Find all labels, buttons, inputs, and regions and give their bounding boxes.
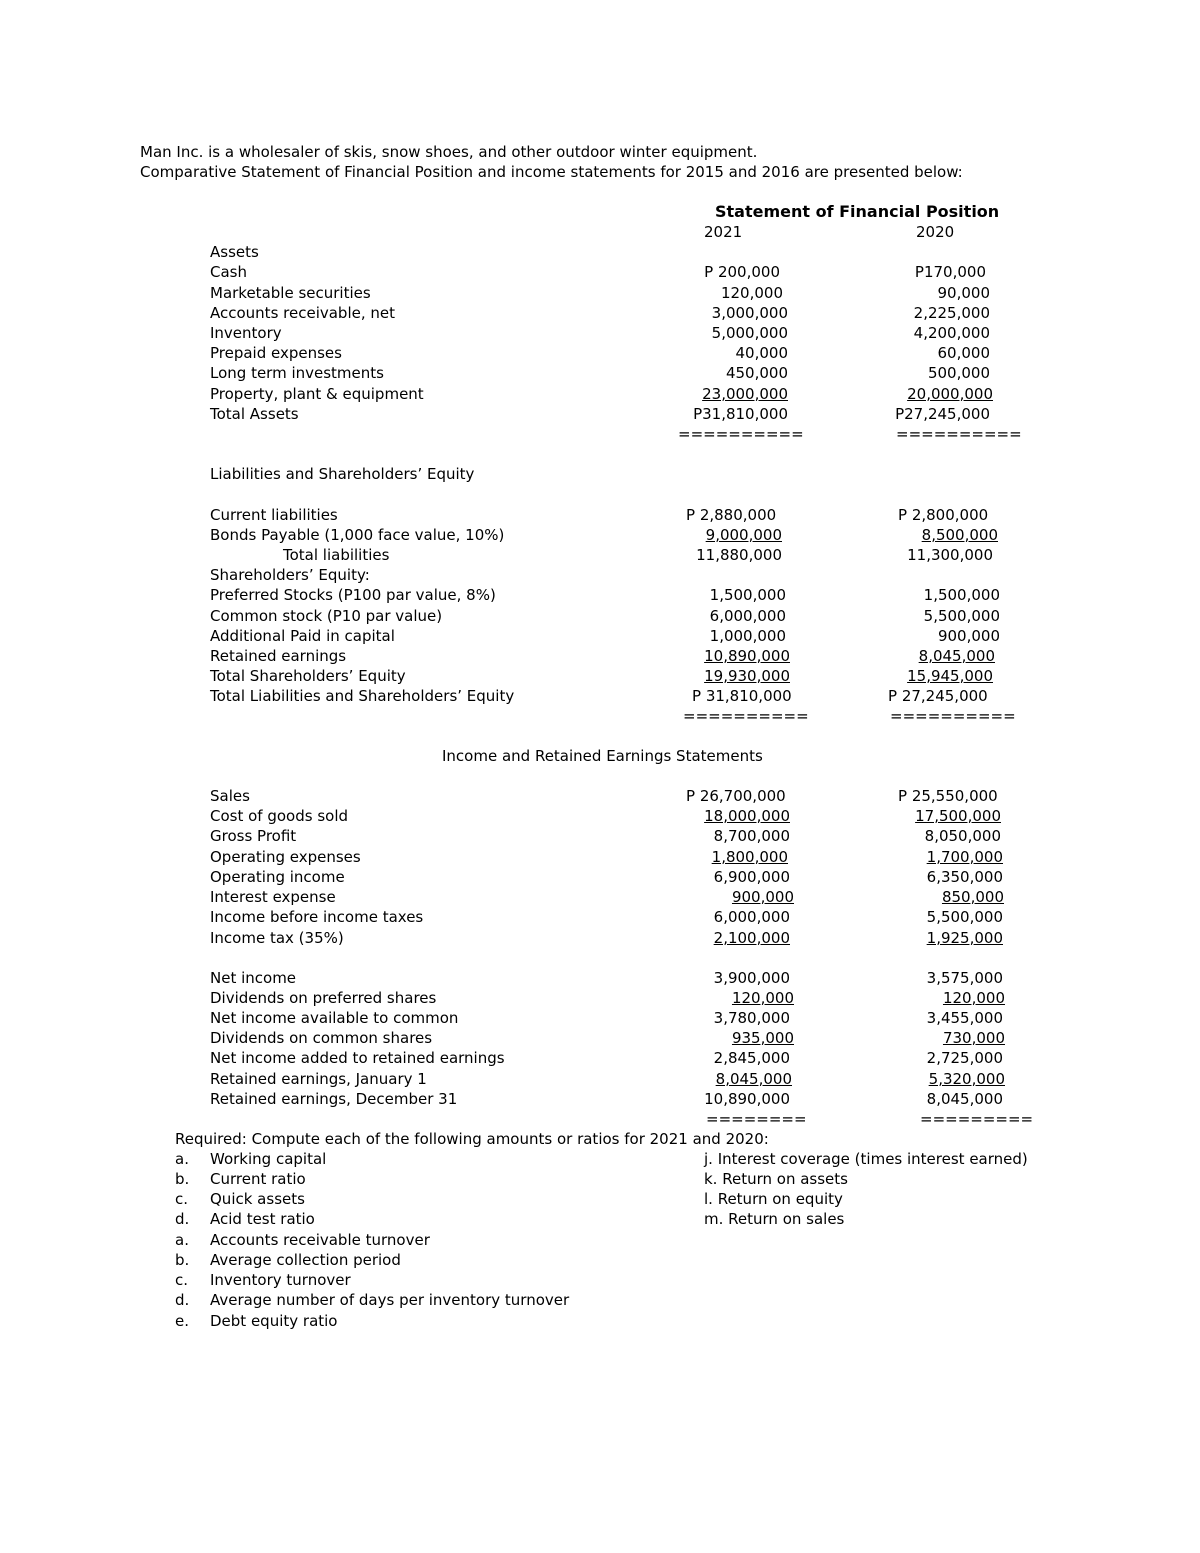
- income-value-2020: 850,000: [941, 888, 1004, 906]
- list-letter: c.: [175, 1271, 189, 1289]
- intro-line-1: Man Inc. is a wholesaler of skis, snow shoes, and other outdoor winter equipment.: [140, 143, 758, 161]
- equity-value-2021: 1,500,000: [709, 586, 786, 604]
- asset-label: Prepaid expenses: [210, 344, 342, 362]
- asset-value-2020: 90,000: [937, 284, 990, 302]
- list-letter: c.: [175, 1190, 189, 1208]
- equity-value-2021: 19,930,000: [704, 667, 790, 685]
- double-rule: ==========: [683, 707, 809, 725]
- asset-value-2020: 4,200,000: [913, 324, 990, 342]
- total-liab-equity-2020: P 27,245,000: [888, 687, 988, 705]
- liability-value-2021: 9,000,000: [705, 526, 782, 544]
- list-letter: b.: [175, 1170, 190, 1188]
- sfp-title: Statement of Financial Position: [715, 202, 1000, 221]
- equity-label: Additional Paid in capital: [210, 627, 395, 645]
- income-value-2021: P 26,700,000: [686, 787, 786, 805]
- list-item: m. Return on sales: [704, 1210, 845, 1228]
- asset-label: Long term investments: [210, 364, 384, 382]
- income-label: Income tax (35%): [210, 929, 344, 947]
- liability-value-2020: P 2,800,000: [898, 506, 989, 524]
- asset-value-2020: P170,000: [914, 263, 986, 281]
- total-assets-label: Total Assets: [210, 405, 299, 423]
- asset-value-2021: 40,000: [735, 344, 788, 362]
- income-label: Operating income: [210, 868, 345, 886]
- list-letter: d.: [175, 1210, 190, 1228]
- income-value-2020: 2,725,000: [926, 1049, 1003, 1067]
- equity-label: Retained earnings: [210, 647, 347, 665]
- income-value-2021: 120,000: [731, 989, 794, 1007]
- income-value-2021: 10,890,000: [704, 1090, 790, 1108]
- double-rule: ==========: [678, 425, 804, 443]
- asset-label: Accounts receivable, net: [210, 304, 395, 322]
- equity-value-2020: 8,045,000: [918, 647, 995, 665]
- list-item: Average collection period: [210, 1251, 401, 1269]
- double-rule: ========: [706, 1110, 807, 1128]
- income-value-2020: 8,045,000: [926, 1090, 1003, 1108]
- asset-label: Cash: [210, 263, 247, 281]
- liability-value-2021: P 2,880,000: [686, 506, 777, 524]
- income-value-2021: 3,900,000: [713, 969, 790, 987]
- list-item: Current ratio: [210, 1170, 306, 1188]
- liability-value-2020: 8,500,000: [921, 526, 998, 544]
- asset-label: Marketable securities: [210, 284, 371, 302]
- income-label: Interest expense: [210, 888, 336, 906]
- income-value-2020: 3,575,000: [926, 969, 1003, 987]
- list-letter: e.: [175, 1312, 189, 1330]
- total-liab-equity-2021: P 31,810,000: [692, 687, 792, 705]
- list-item: Average number of days per inventory turnover: [210, 1291, 570, 1309]
- asset-value-2021: 5,000,000: [711, 324, 788, 342]
- income-label: Retained earnings, January 1: [210, 1070, 427, 1088]
- asset-value-2020: 20,000,000: [907, 385, 993, 403]
- list-item: Debt equity ratio: [210, 1312, 338, 1330]
- income-label: Sales: [210, 787, 250, 805]
- equity-value-2020: 1,500,000: [923, 586, 1000, 604]
- income-label: Income before income taxes: [210, 908, 424, 926]
- asset-value-2021: 120,000: [720, 284, 783, 302]
- total-liab-equity-label: Total Liabilities and Shareholders’ Equity: [210, 687, 515, 705]
- asset-label: Inventory: [210, 324, 282, 342]
- sfp-year-1: 2021: [704, 223, 743, 241]
- income-label: Net income: [210, 969, 297, 987]
- liability-label: Current liabilities: [210, 506, 338, 524]
- list-item: l. Return on equity: [704, 1190, 843, 1208]
- list-item: Acid test ratio: [210, 1210, 315, 1228]
- equity-value-2020: 900,000: [937, 627, 1000, 645]
- income-value-2021: 2,845,000: [713, 1049, 790, 1067]
- income-value-2020: 120,000: [942, 989, 1005, 1007]
- double-rule: =========: [920, 1110, 1034, 1128]
- income-value-2020: 730,000: [942, 1029, 1005, 1047]
- income-value-2021: 18,000,000: [704, 807, 790, 825]
- income-value-2021: 900,000: [731, 888, 794, 906]
- asset-label: Property, plant & equipment: [210, 385, 424, 403]
- total-assets-2020: P27,245,000: [895, 405, 990, 423]
- list-item: Inventory turnover: [210, 1271, 351, 1289]
- income-label: Operating expenses: [210, 848, 361, 866]
- list-item: Quick assets: [210, 1190, 305, 1208]
- income-title: Income and Retained Earnings Statements: [442, 747, 763, 765]
- equity-label: Total Shareholders’ Equity: [210, 667, 406, 685]
- income-value-2021: 6,000,000: [713, 908, 790, 926]
- list-item: j. Interest coverage (times interest earned): [704, 1150, 1028, 1168]
- asset-value-2021: 450,000: [725, 364, 788, 382]
- income-value-2021: 8,045,000: [715, 1070, 792, 1088]
- liability-label: Bonds Payable (1,000 face value, 10%): [210, 526, 505, 544]
- list-letter: a.: [175, 1231, 189, 1249]
- double-rule: ==========: [890, 707, 1016, 725]
- income-value-2021: 2,100,000: [713, 929, 790, 947]
- asset-value-2021: P 200,000: [704, 263, 780, 281]
- income-value-2021: 6,900,000: [713, 868, 790, 886]
- list-letter: b.: [175, 1251, 190, 1269]
- income-value-2021: 3,780,000: [713, 1009, 790, 1027]
- income-label: Net income available to common: [210, 1009, 459, 1027]
- equity-value-2020: 15,945,000: [907, 667, 993, 685]
- income-value-2021: 935,000: [731, 1029, 794, 1047]
- list-item: Working capital: [210, 1150, 327, 1168]
- asset-value-2021: 23,000,000: [702, 385, 788, 403]
- asset-value-2021: 3,000,000: [711, 304, 788, 322]
- income-label: Dividends on common shares: [210, 1029, 433, 1047]
- required-heading: Required: Compute each of the following amounts or ratios for 2021 and 2020:: [175, 1130, 769, 1148]
- assets-heading: Assets: [210, 243, 259, 261]
- total-assets-2021: P31,810,000: [693, 405, 788, 423]
- income-value-2020: 3,455,000: [926, 1009, 1003, 1027]
- liability-value-2021: 11,880,000: [696, 546, 782, 564]
- liability-label: Total liabilities: [283, 546, 390, 564]
- double-rule: ==========: [896, 425, 1022, 443]
- equity-value-2021: 10,890,000: [704, 647, 790, 665]
- income-label: Gross Profit: [210, 827, 297, 845]
- income-label: Retained earnings, December 31: [210, 1090, 458, 1108]
- equity-label: Preferred Stocks (P100 par value, 8%): [210, 586, 496, 604]
- equity-value-2020: 5,500,000: [923, 607, 1000, 625]
- asset-value-2020: 2,225,000: [913, 304, 990, 322]
- list-letter: a.: [175, 1150, 189, 1168]
- income-value-2021: 8,700,000: [713, 827, 790, 845]
- income-value-2020: 5,500,000: [926, 908, 1003, 926]
- list-letter: d.: [175, 1291, 190, 1309]
- list-item: Accounts receivable turnover: [210, 1231, 430, 1249]
- equity-value-2021: 1,000,000: [709, 627, 786, 645]
- income-label: Net income added to retained earnings: [210, 1049, 505, 1067]
- income-value-2020: 6,350,000: [926, 868, 1003, 886]
- asset-value-2020: 500,000: [927, 364, 990, 382]
- income-value-2020: 1,925,000: [926, 929, 1003, 947]
- sfp-year-2: 2020: [916, 223, 955, 241]
- income-label: Cost of goods sold: [210, 807, 349, 825]
- equity-heading: Shareholders’ Equity:: [210, 566, 370, 584]
- income-value-2020: 17,500,000: [915, 807, 1001, 825]
- asset-value-2020: 60,000: [937, 344, 990, 362]
- intro-line-2: Comparative Statement of Financial Position and income statements for 2015 and 2016 are presented below:: [140, 163, 963, 181]
- income-value-2021: 1,800,000: [711, 848, 788, 866]
- income-value-2020: 5,320,000: [928, 1070, 1005, 1088]
- income-value-2020: 1,700,000: [926, 848, 1003, 866]
- equity-label: Common stock (P10 par value): [210, 607, 443, 625]
- liability-value-2020: 11,300,000: [907, 546, 993, 564]
- equity-value-2021: 6,000,000: [709, 607, 786, 625]
- income-value-2020: 8,050,000: [924, 827, 1001, 845]
- income-label: Dividends on preferred shares: [210, 989, 437, 1007]
- list-item: k. Return on assets: [704, 1170, 848, 1188]
- income-value-2020: P 25,550,000: [898, 787, 998, 805]
- liabilities-heading: Liabilities and Shareholders’ Equity: [210, 465, 475, 483]
